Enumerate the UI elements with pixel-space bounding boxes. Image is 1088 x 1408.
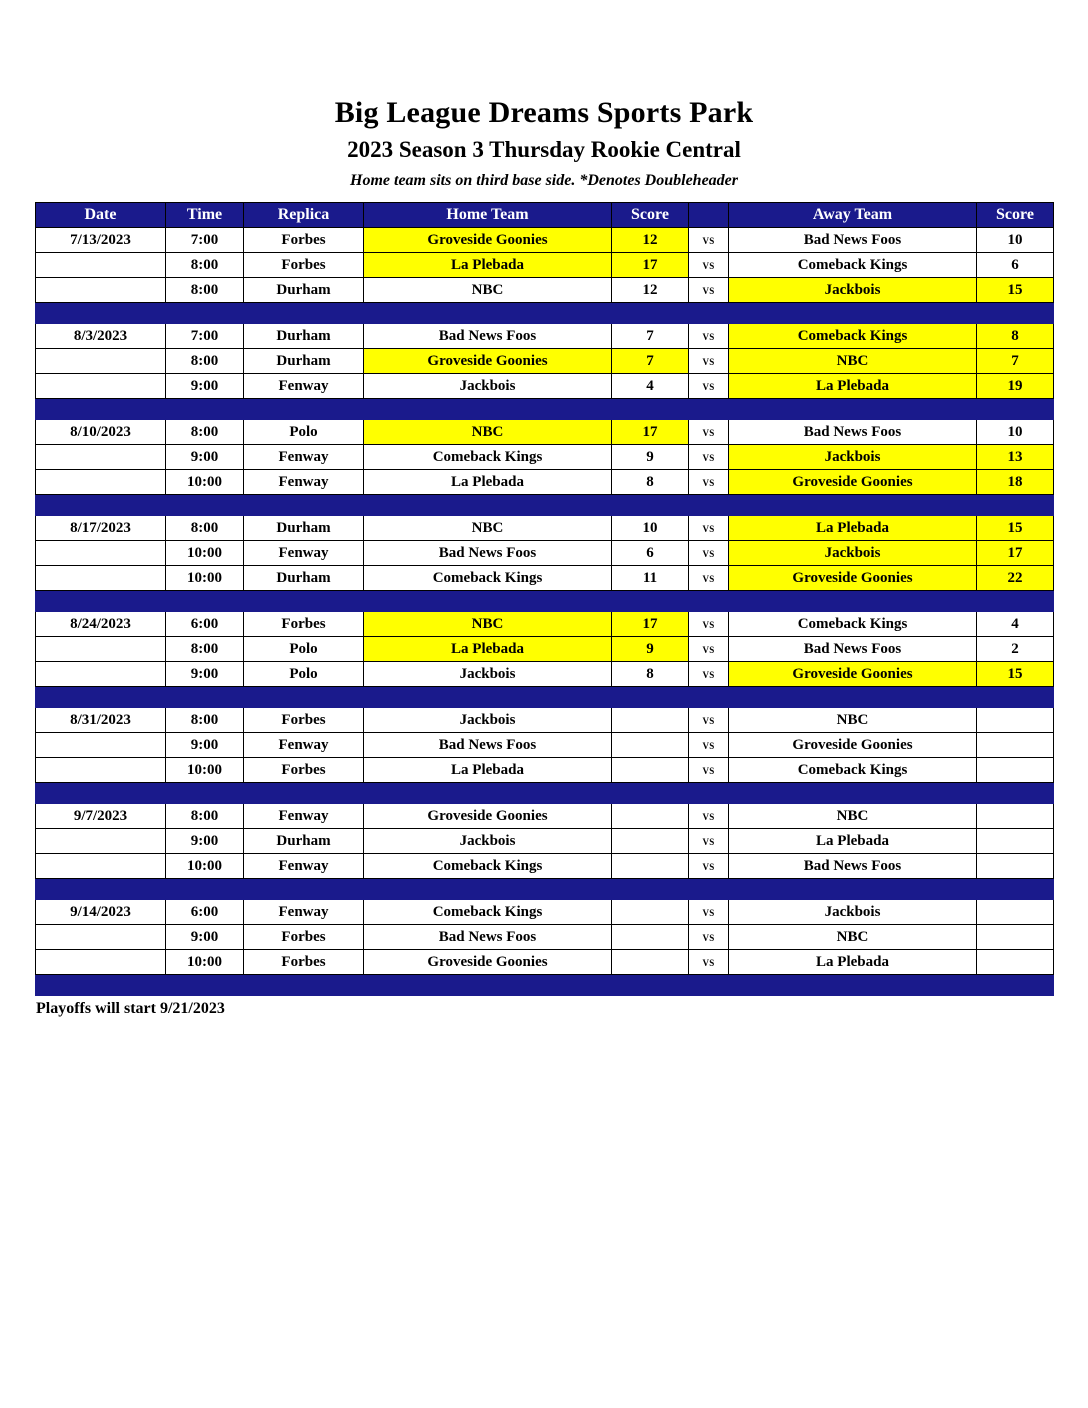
away-team-name: NBC xyxy=(729,708,977,733)
home-team-score: 17 xyxy=(612,612,689,637)
home-team-name: Comeback Kings xyxy=(364,900,612,925)
game-field: Fenway xyxy=(244,804,364,829)
game-date xyxy=(36,278,166,303)
versus-label: vs xyxy=(689,758,729,783)
home-team-name: Groveside Goonies xyxy=(364,804,612,829)
away-team-score xyxy=(977,925,1054,950)
versus-label: vs xyxy=(689,829,729,854)
away-team-name: Groveside Goonies xyxy=(729,470,977,495)
away-team-score: 15 xyxy=(977,662,1054,687)
home-team-score xyxy=(612,854,689,879)
away-team-name: Bad News Foos xyxy=(729,854,977,879)
versus-label: vs xyxy=(689,278,729,303)
home-team-score: 4 xyxy=(612,374,689,399)
home-team-name: NBC xyxy=(364,420,612,445)
column-header-date: Date xyxy=(36,203,166,228)
home-team-score: 9 xyxy=(612,637,689,662)
versus-label: vs xyxy=(689,349,729,374)
game-date xyxy=(36,253,166,278)
away-team-name: NBC xyxy=(729,925,977,950)
game-field: Fenway xyxy=(244,470,364,495)
home-team-name: Groveside Goonies xyxy=(364,228,612,253)
away-team-score: 6 xyxy=(977,253,1054,278)
away-team-name: Groveside Goonies xyxy=(729,662,977,687)
game-field: Fenway xyxy=(244,854,364,879)
away-team-score xyxy=(977,950,1054,975)
table-row xyxy=(36,324,1054,349)
game-time: 8:00 xyxy=(166,278,244,303)
home-team-name: Jackbois xyxy=(364,829,612,854)
week-separator-cell xyxy=(36,591,1054,612)
away-team-score xyxy=(977,854,1054,879)
away-team-name: Jackbois xyxy=(729,278,977,303)
game-date xyxy=(36,374,166,399)
away-team-score: 17 xyxy=(977,541,1054,566)
home-team-name: Jackbois xyxy=(364,374,612,399)
away-team-name: Groveside Goonies xyxy=(729,733,977,758)
week-separator-cell xyxy=(36,975,1054,996)
game-time: 8:00 xyxy=(166,708,244,733)
week-separator-cell xyxy=(36,495,1054,516)
versus-label: vs xyxy=(689,228,729,253)
away-team-name: Groveside Goonies xyxy=(729,566,977,591)
week-separator-row xyxy=(36,495,1054,516)
game-field: Fenway xyxy=(244,374,364,399)
table-row xyxy=(36,758,1054,783)
away-team-score: 13 xyxy=(977,445,1054,470)
game-time: 8:00 xyxy=(166,420,244,445)
table-row xyxy=(36,541,1054,566)
away-team-score xyxy=(977,804,1054,829)
game-time: 8:00 xyxy=(166,516,244,541)
table-row xyxy=(36,925,1054,950)
versus-label: vs xyxy=(689,374,729,399)
game-field: Fenway xyxy=(244,445,364,470)
table-row xyxy=(36,708,1054,733)
home-team-score: 7 xyxy=(612,324,689,349)
versus-label: vs xyxy=(689,516,729,541)
game-date xyxy=(36,925,166,950)
away-team-name: Comeback Kings xyxy=(729,324,977,349)
versus-label: vs xyxy=(689,900,729,925)
versus-label: vs xyxy=(689,420,729,445)
versus-label: vs xyxy=(689,253,729,278)
week-separator-cell xyxy=(36,399,1054,420)
versus-label: vs xyxy=(689,470,729,495)
week-separator-cell xyxy=(36,303,1054,324)
away-team-name: La Plebada xyxy=(729,950,977,975)
table-row xyxy=(36,566,1054,591)
home-team-score: 17 xyxy=(612,253,689,278)
table-row xyxy=(36,420,1054,445)
game-field: Forbes xyxy=(244,228,364,253)
versus-label: vs xyxy=(689,925,729,950)
game-field: Durham xyxy=(244,566,364,591)
home-team-name: Bad News Foos xyxy=(364,541,612,566)
game-date xyxy=(36,950,166,975)
home-team-name: La Plebada xyxy=(364,758,612,783)
week-separator-row xyxy=(36,783,1054,804)
home-team-name: Bad News Foos xyxy=(364,925,612,950)
game-time: 9:00 xyxy=(166,374,244,399)
home-team-score xyxy=(612,829,689,854)
home-team-name: Groveside Goonies xyxy=(364,950,612,975)
game-date xyxy=(36,445,166,470)
table-row xyxy=(36,804,1054,829)
home-team-score: 6 xyxy=(612,541,689,566)
table-row xyxy=(36,349,1054,374)
away-team-name: Jackbois xyxy=(729,900,977,925)
away-team-name: NBC xyxy=(729,804,977,829)
game-time: 8:00 xyxy=(166,637,244,662)
table-row xyxy=(36,950,1054,975)
game-field: Durham xyxy=(244,349,364,374)
game-field: Forbes xyxy=(244,758,364,783)
home-team-name: Bad News Foos xyxy=(364,733,612,758)
away-team-name: Jackbois xyxy=(729,445,977,470)
away-team-score: 15 xyxy=(977,516,1054,541)
home-team-name: Jackbois xyxy=(364,708,612,733)
game-date: 8/31/2023 xyxy=(36,708,166,733)
home-team-name: Jackbois xyxy=(364,662,612,687)
game-date xyxy=(36,566,166,591)
game-date: 8/10/2023 xyxy=(36,420,166,445)
versus-label: vs xyxy=(689,854,729,879)
game-field: Forbes xyxy=(244,708,364,733)
home-team-name: Comeback Kings xyxy=(364,445,612,470)
home-team-score xyxy=(612,804,689,829)
header-note: Home team sits on third base side. *Denotes Doubleheader xyxy=(350,171,738,189)
game-date: 9/7/2023 xyxy=(36,804,166,829)
game-date xyxy=(36,854,166,879)
schedule-table xyxy=(35,202,1054,996)
game-time: 10:00 xyxy=(166,758,244,783)
home-team-score: 17 xyxy=(612,420,689,445)
away-team-score: 7 xyxy=(977,349,1054,374)
versus-label: vs xyxy=(689,733,729,758)
home-team-score xyxy=(612,950,689,975)
table-row xyxy=(36,854,1054,879)
table-row xyxy=(36,829,1054,854)
game-date xyxy=(36,662,166,687)
away-team-score xyxy=(977,733,1054,758)
home-team-name: NBC xyxy=(364,516,612,541)
game-field: Fenway xyxy=(244,541,364,566)
game-date xyxy=(36,733,166,758)
versus-label: vs xyxy=(689,324,729,349)
home-team-name: Bad News Foos xyxy=(364,324,612,349)
home-team-name: La Plebada xyxy=(364,637,612,662)
game-date: 9/14/2023 xyxy=(36,900,166,925)
versus-label: vs xyxy=(689,637,729,662)
column-header-replica: Replica xyxy=(244,203,364,228)
away-team-score: 19 xyxy=(977,374,1054,399)
game-field: Durham xyxy=(244,278,364,303)
away-team-score xyxy=(977,708,1054,733)
game-field: Polo xyxy=(244,420,364,445)
game-date xyxy=(36,829,166,854)
game-time: 6:00 xyxy=(166,612,244,637)
home-team-score: 11 xyxy=(612,566,689,591)
home-team-score: 7 xyxy=(612,349,689,374)
home-team-name: La Plebada xyxy=(364,470,612,495)
game-time: 9:00 xyxy=(166,445,244,470)
game-time: 9:00 xyxy=(166,829,244,854)
home-team-score xyxy=(612,900,689,925)
versus-label: vs xyxy=(689,612,729,637)
game-date: 8/3/2023 xyxy=(36,324,166,349)
playoffs-note: Playoffs will start 9/21/2023 xyxy=(36,1000,225,1018)
game-field: Polo xyxy=(244,662,364,687)
game-time: 9:00 xyxy=(166,925,244,950)
page-title: Big League Dreams Sports Park xyxy=(334,96,754,129)
game-time: 10:00 xyxy=(166,854,244,879)
home-team-score: 12 xyxy=(612,278,689,303)
versus-label: vs xyxy=(689,708,729,733)
game-field: Forbes xyxy=(244,253,364,278)
document-header xyxy=(0,0,1088,190)
game-time: 7:00 xyxy=(166,324,244,349)
week-separator-cell xyxy=(36,783,1054,804)
home-team-name: Comeback Kings xyxy=(364,566,612,591)
table-row xyxy=(36,662,1054,687)
away-team-score: 15 xyxy=(977,278,1054,303)
away-team-score: 10 xyxy=(977,420,1054,445)
versus-label: vs xyxy=(689,950,729,975)
table-row xyxy=(36,900,1054,925)
column-header-time: Time xyxy=(166,203,244,228)
home-team-score: 9 xyxy=(612,445,689,470)
game-field: Forbes xyxy=(244,950,364,975)
table-row xyxy=(36,374,1054,399)
away-team-score: 8 xyxy=(977,324,1054,349)
game-time: 8:00 xyxy=(166,253,244,278)
away-team-name: La Plebada xyxy=(729,829,977,854)
game-time: 6:00 xyxy=(166,900,244,925)
game-date xyxy=(36,637,166,662)
away-team-score xyxy=(977,900,1054,925)
home-team-name: Comeback Kings xyxy=(364,854,612,879)
week-separator-cell xyxy=(36,687,1054,708)
table-row xyxy=(36,228,1054,253)
game-field: Polo xyxy=(244,637,364,662)
game-time: 9:00 xyxy=(166,733,244,758)
versus-label: vs xyxy=(689,445,729,470)
game-field: Forbes xyxy=(244,612,364,637)
week-separator-cell xyxy=(36,879,1054,900)
game-date xyxy=(36,349,166,374)
home-team-score xyxy=(612,925,689,950)
home-team-score: 8 xyxy=(612,662,689,687)
game-date xyxy=(36,470,166,495)
away-team-score: 18 xyxy=(977,470,1054,495)
game-time: 10:00 xyxy=(166,566,244,591)
game-field: Durham xyxy=(244,829,364,854)
away-team-score: 2 xyxy=(977,637,1054,662)
away-team-score xyxy=(977,758,1054,783)
away-team-name: Bad News Foos xyxy=(729,228,977,253)
game-field: Durham xyxy=(244,324,364,349)
home-team-score xyxy=(612,733,689,758)
game-time: 10:00 xyxy=(166,950,244,975)
game-date xyxy=(36,758,166,783)
table-header-row xyxy=(36,203,1054,228)
home-team-name: NBC xyxy=(364,612,612,637)
away-team-name: Comeback Kings xyxy=(729,612,977,637)
versus-label: vs xyxy=(689,566,729,591)
game-field: Fenway xyxy=(244,733,364,758)
table-row xyxy=(36,445,1054,470)
away-team-score: 10 xyxy=(977,228,1054,253)
page-subtitle: 2023 Season 3 Thursday Rookie Central xyxy=(347,136,741,162)
table-row xyxy=(36,278,1054,303)
away-team-name: La Plebada xyxy=(729,516,977,541)
home-team-score: 12 xyxy=(612,228,689,253)
column-header-vs xyxy=(689,203,729,228)
week-separator-row xyxy=(36,399,1054,420)
week-separator-row xyxy=(36,975,1054,996)
game-date: 8/24/2023 xyxy=(36,612,166,637)
home-team-name: NBC xyxy=(364,278,612,303)
versus-label: vs xyxy=(689,804,729,829)
away-team-name: Comeback Kings xyxy=(729,758,977,783)
table-row xyxy=(36,470,1054,495)
game-date xyxy=(36,541,166,566)
away-team-name: Jackbois xyxy=(729,541,977,566)
schedule-table-wrapper xyxy=(35,202,1053,996)
away-team-name: Bad News Foos xyxy=(729,637,977,662)
table-row xyxy=(36,253,1054,278)
game-date: 7/13/2023 xyxy=(36,228,166,253)
away-team-name: La Plebada xyxy=(729,374,977,399)
game-date: 8/17/2023 xyxy=(36,516,166,541)
home-team-name: Groveside Goonies xyxy=(364,349,612,374)
schedule-table-body xyxy=(36,228,1054,996)
table-row xyxy=(36,733,1054,758)
game-time: 7:00 xyxy=(166,228,244,253)
game-field: Forbes xyxy=(244,925,364,950)
home-team-score xyxy=(612,708,689,733)
week-separator-row xyxy=(36,591,1054,612)
away-team-name: Comeback Kings xyxy=(729,253,977,278)
away-team-name: NBC xyxy=(729,349,977,374)
game-time: 10:00 xyxy=(166,541,244,566)
table-row xyxy=(36,612,1054,637)
column-header-away-team: Away Team xyxy=(729,203,977,228)
game-field: Durham xyxy=(244,516,364,541)
column-header-away-score: Score xyxy=(977,203,1054,228)
versus-label: vs xyxy=(689,541,729,566)
game-time: 8:00 xyxy=(166,804,244,829)
away-team-name: Bad News Foos xyxy=(729,420,977,445)
away-team-score xyxy=(977,829,1054,854)
home-team-score: 10 xyxy=(612,516,689,541)
table-row xyxy=(36,516,1054,541)
week-separator-row xyxy=(36,303,1054,324)
away-team-score: 4 xyxy=(977,612,1054,637)
game-time: 9:00 xyxy=(166,662,244,687)
versus-label: vs xyxy=(689,662,729,687)
column-header-home-score: Score xyxy=(612,203,689,228)
home-team-name: La Plebada xyxy=(364,253,612,278)
game-time: 8:00 xyxy=(166,349,244,374)
game-field: Fenway xyxy=(244,900,364,925)
away-team-score: 22 xyxy=(977,566,1054,591)
table-row xyxy=(36,637,1054,662)
home-team-score: 8 xyxy=(612,470,689,495)
column-header-home-team: Home Team xyxy=(364,203,612,228)
week-separator-row xyxy=(36,687,1054,708)
home-team-score xyxy=(612,758,689,783)
week-separator-row xyxy=(36,879,1054,900)
game-time: 10:00 xyxy=(166,470,244,495)
